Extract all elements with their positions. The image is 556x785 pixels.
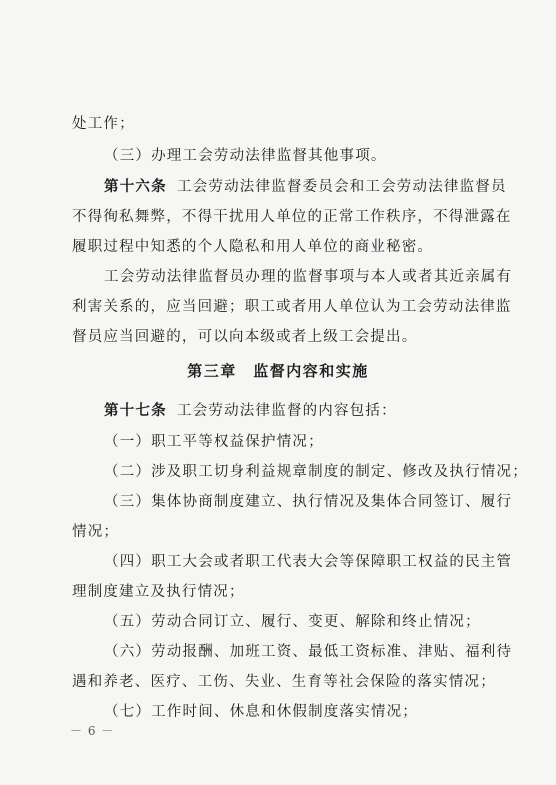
text-line: 工会劳动法律监督员办理的监督事项与本人或者其近亲属有 — [104, 269, 513, 285]
text-line: 履职过程中知悉的个人隐私和用人单位的商业秘密。 — [72, 239, 434, 255]
text-line: （一）职工平等权益保护情况； — [104, 434, 324, 450]
text-line: 处工作； — [72, 116, 135, 132]
text-line: （四）职工大会或者职工代表大会等保障职工权益的民主管 — [104, 554, 513, 570]
text-line: （七）工作时间、休息和休假制度落实情况； — [104, 704, 418, 720]
text-line: （三）集体协商制度建立、执行情况及集体合同签订、履行 — [104, 494, 513, 510]
text-line: （五）劳动合同订立、履行、变更、解除和终止情况； — [104, 614, 481, 630]
text-line: 情况； — [72, 524, 120, 540]
text-line: （三）办理工会劳动法律监督其他事项。 — [104, 148, 387, 164]
text-line: 利害关系的，应当回避；职工或者用人单位认为工会劳动法律监 — [72, 299, 512, 315]
text-line: 工会劳动法律监督的内容包括： — [177, 403, 397, 419]
text-line: 理制度建立及执行情况； — [72, 584, 245, 600]
text-line: 工会劳动法律监督委员会和工会劳动法律监督员 — [177, 179, 507, 195]
page-number: － 6 － — [70, 724, 115, 738]
text-line: （二）涉及职工切身利益规章制度的制定、修改及执行情况； — [104, 464, 528, 480]
article-heading: 第十七条 — [104, 402, 167, 419]
text-line: 不得徇私舞弊，不得干扰用人单位的正常工作秩序，不得泄露在 — [72, 209, 512, 225]
text-line: 督员应当回避的，可以向本级或者上级工会提出。 — [72, 329, 418, 345]
text-line: （六）劳动报酬、加班工资、最低工资标准、津贴、福利待 — [104, 644, 513, 660]
article-heading: 第十六条 — [104, 178, 167, 195]
text-line: 遇和养老、医疗、工伤、失业、生育等社会保险的落实情况； — [72, 674, 496, 690]
chapter-title: 第三章 监督内容和实施 — [187, 362, 369, 380]
